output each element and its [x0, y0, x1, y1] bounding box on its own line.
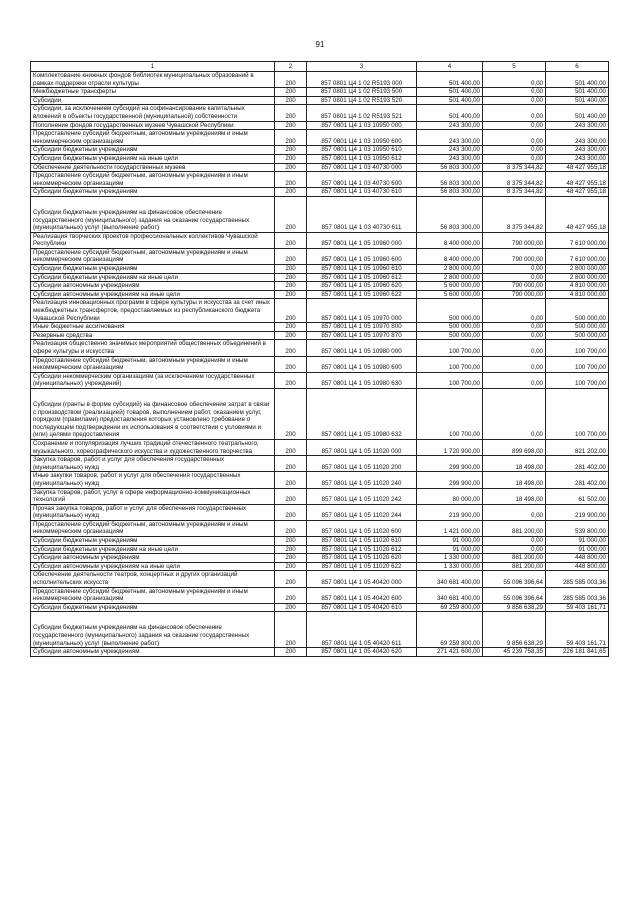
row-remaining-cell: 500 000,00 [546, 331, 609, 340]
table-row [31, 130, 609, 146]
row-name-cell: Реализация инновационных программ в сфере культуры и искусства за счет иных межбюджетных трансфертов, предоставляемых из республиканского бюджета Чувашской Республики [31, 299, 275, 323]
row-remaining-cell: 91 000,00 [546, 545, 609, 554]
table-row [31, 562, 609, 571]
row-name-cell: Иные бюджетные ассигнования [31, 323, 275, 332]
row-kfsr-cell: 200 [275, 265, 307, 274]
row-name-cell: Пополнение фондов государственных музеев Чувашской Республики [31, 121, 275, 130]
table-row [31, 163, 609, 172]
row-executed-cell: 18 498,00 [483, 488, 546, 504]
row-executed-cell: 9 856 638,29 [483, 603, 546, 612]
row-kfsr-cell: 200 [275, 88, 307, 97]
row-executed-cell: 0,00 [483, 130, 546, 146]
row-remaining-cell: 59 403 161,71 [546, 612, 609, 648]
row-kfsr-cell: 200 [275, 121, 307, 130]
row-kfsr-cell: 200 [275, 248, 307, 264]
row-kfsr-cell: 200 [275, 130, 307, 146]
table-row [31, 554, 609, 563]
row-code-cell: 857 0801 Ц4 1 05 10980 632 [307, 388, 417, 439]
row-approved-cell: 100 700,00 [417, 372, 483, 388]
row-executed-cell: 899 698,00 [483, 439, 546, 455]
row-approved-cell: 1 330 000,00 [417, 562, 483, 571]
row-executed-cell: 0,00 [483, 340, 546, 356]
table-row [31, 520, 609, 536]
row-executed-cell: 0,00 [483, 96, 546, 105]
row-executed-cell: 18 498,00 [483, 456, 546, 472]
row-name-cell: Субсидии некоммерческим организациям (за исключением государственных (муниципальных) учреждений) [31, 372, 275, 388]
row-name-cell: Субсидии автономным учреждениям на иные цели [31, 562, 275, 571]
row-name-cell: Субсидии автономным учреждениям [31, 648, 275, 657]
row-code-cell: 857 0801 Ц4 1 05 10960 000 [307, 232, 417, 248]
row-remaining-cell: 226 181 841,65 [546, 648, 609, 657]
table-row [31, 612, 609, 648]
row-kfsr-cell: 200 [275, 96, 307, 105]
row-approved-cell: 1 330 000,00 [417, 554, 483, 563]
row-approved-cell: 69 259 800,00 [417, 603, 483, 612]
row-code-cell: 857 0801 Ц4 1 05 11020 242 [307, 488, 417, 504]
row-approved-cell: 100 700,00 [417, 356, 483, 372]
row-code-cell: 857 0801 Ц4 1 03 10950 610 [307, 146, 417, 155]
table-row [31, 439, 609, 455]
row-remaining-cell: 7 610 000,00 [546, 232, 609, 248]
row-approved-cell: 219 900,00 [417, 504, 483, 520]
row-name-cell: Межбюджетные трансферты [31, 88, 275, 97]
row-approved-cell: 500 000,00 [417, 323, 483, 332]
row-name-cell: Субсидии бюджетным учреждениям на финансовое обеспечение государственного (муниципального) задания на оказание государственных (муниципальных) услуг (выполнение работ) [31, 612, 275, 648]
row-remaining-cell: 219 900,00 [546, 504, 609, 520]
row-approved-cell: 8 400 000,00 [417, 232, 483, 248]
row-executed-cell: 0,00 [483, 265, 546, 274]
row-approved-cell: 2 800 000,00 [417, 265, 483, 274]
row-remaining-cell: 501 400,00 [546, 88, 609, 97]
table-row [31, 188, 609, 197]
row-remaining-cell: 243 300,00 [546, 154, 609, 163]
row-remaining-cell: 501 400,00 [546, 96, 609, 105]
row-name-cell: Субсидии бюджетным учреждениям [31, 537, 275, 546]
row-approved-cell: 299 900,00 [417, 472, 483, 488]
row-code-cell: 857 0801 Ц4 1 05 10960 622 [307, 290, 417, 299]
table-row [31, 282, 609, 291]
row-kfsr-cell: 200 [275, 163, 307, 172]
column-header: 4 [417, 62, 483, 72]
row-executed-cell: 0,00 [483, 545, 546, 554]
table-row [31, 248, 609, 264]
row-approved-cell: 80 000,00 [417, 488, 483, 504]
row-kfsr-cell: 200 [275, 554, 307, 563]
row-executed-cell: 0,00 [483, 146, 546, 155]
column-header: 5 [483, 62, 546, 72]
row-code-cell: 857 0801 Ц4 1 03 10950 000 [307, 121, 417, 130]
row-approved-cell: 2 800 000,00 [417, 273, 483, 282]
row-code-cell: 857 0801 Ц4 1 02 R5193 520 [307, 96, 417, 105]
row-executed-cell: 55 096 396,64 [483, 571, 546, 587]
row-code-cell: 857 0801 Ц4 1 05 11020 622 [307, 562, 417, 571]
column-header: 3 [307, 62, 417, 72]
column-header: 2 [275, 62, 307, 72]
row-approved-cell: 501 400,00 [417, 96, 483, 105]
row-kfsr-cell: 200 [275, 196, 307, 232]
table-row [31, 88, 609, 97]
row-approved-cell: 243 300,00 [417, 130, 483, 146]
table-row [31, 331, 609, 340]
row-code-cell: 857 0801 Ц4 1 05 10960 620 [307, 282, 417, 291]
row-code-cell: 857 0801 Ц4 1 05 11020 612 [307, 545, 417, 554]
row-remaining-cell: 2 800 000,00 [546, 265, 609, 274]
row-executed-cell: 0,00 [483, 388, 546, 439]
table-row [31, 571, 609, 587]
budget-table [30, 61, 609, 657]
row-name-cell: Субсидии, за исключением субсидий на софинансирование капитальных вложений в объекты государственной (муниципальной) собственности [31, 105, 275, 121]
table-row [31, 545, 609, 554]
row-remaining-cell: 100 700,00 [546, 372, 609, 388]
table-row [31, 273, 609, 282]
table-row [31, 388, 609, 439]
table-row [31, 154, 609, 163]
row-executed-cell: 8 375 344,82 [483, 196, 546, 232]
row-executed-cell: 0,00 [483, 356, 546, 372]
row-remaining-cell: 501 400,00 [546, 72, 609, 88]
table-row [31, 172, 609, 188]
row-approved-cell: 501 400,00 [417, 105, 483, 121]
row-approved-cell: 500 000,00 [417, 331, 483, 340]
row-approved-cell: 69 259 800,00 [417, 612, 483, 648]
table-row [31, 372, 609, 388]
row-kfsr-cell: 200 [275, 323, 307, 332]
row-name-cell: Субсидии бюджетным учреждениям [31, 188, 275, 197]
row-name-cell: Предоставление субсидий бюджетным, автономным учреждениям и иным некоммерческим организациям [31, 520, 275, 536]
row-remaining-cell: 243 300,00 [546, 146, 609, 155]
row-executed-cell: 790 000,00 [483, 248, 546, 264]
row-name-cell: Субсидии бюджетным учреждениям [31, 603, 275, 612]
row-approved-cell: 91 000,00 [417, 545, 483, 554]
row-name-cell: Предоставление субсидий бюджетным, автономным учреждениям и иным некоммерческим организациям [31, 172, 275, 188]
row-kfsr-cell: 200 [275, 504, 307, 520]
page-number: 91 [315, 40, 325, 49]
table-row [31, 603, 609, 612]
row-name-cell: Обеспечение деятельности государственных музеев [31, 163, 275, 172]
row-kfsr-cell: 200 [275, 488, 307, 504]
column-header: 6 [546, 62, 609, 72]
row-executed-cell: 0,00 [483, 105, 546, 121]
row-name-cell: Предоставление субсидий бюджетным, автономным учреждениям и иным некоммерческим организациям [31, 356, 275, 372]
row-remaining-cell: 59 403 161,71 [546, 603, 609, 612]
row-kfsr-cell: 200 [275, 72, 307, 88]
row-approved-cell: 56 803 300,00 [417, 172, 483, 188]
row-remaining-cell: 500 000,00 [546, 323, 609, 332]
row-remaining-cell: 281 402,00 [546, 456, 609, 472]
row-kfsr-cell: 200 [275, 172, 307, 188]
row-code-cell: 857 0801 Ц4 1 05 11020 240 [307, 472, 417, 488]
row-code-cell: 857 0801 Ц4 1 05 11020 244 [307, 504, 417, 520]
row-approved-cell: 500 000,00 [417, 299, 483, 323]
table-row [31, 356, 609, 372]
row-name-cell: Прочая закупка товаров, работ и услуг для обеспечения государственных (муниципальных) нужд [31, 504, 275, 520]
row-code-cell: 857 0801 Ц4 1 05 10970 000 [307, 299, 417, 323]
row-kfsr-cell: 200 [275, 562, 307, 571]
row-kfsr-cell: 200 [275, 282, 307, 291]
row-executed-cell: 9 856 638,29 [483, 612, 546, 648]
row-executed-cell: 0,00 [483, 537, 546, 546]
row-remaining-cell: 243 300,00 [546, 130, 609, 146]
row-name-cell: Комплектование книжных фондов библиотек муниципальных образований в рамках поддержки отрасли культуры [31, 72, 275, 88]
row-remaining-cell: 48 427 955,18 [546, 172, 609, 188]
row-executed-cell: 18 498,00 [483, 472, 546, 488]
row-approved-cell: 501 400,00 [417, 88, 483, 97]
row-remaining-cell: 7 610 000,00 [546, 248, 609, 264]
row-code-cell: 857 0801 Ц4 1 05 40420 620 [307, 648, 417, 657]
table-header-row [31, 62, 609, 72]
row-code-cell: 857 0801 Ц4 1 02 R5193 000 [307, 72, 417, 88]
row-remaining-cell: 48 427 955,18 [546, 188, 609, 197]
row-code-cell: 857 0801 Ц4 1 05 11020 200 [307, 456, 417, 472]
table-row [31, 146, 609, 155]
row-kfsr-cell: 200 [275, 290, 307, 299]
row-executed-cell: 790 000,00 [483, 282, 546, 291]
row-name-cell: Обеспечение деятельности театров, концертных и других организаций исполнительских искусств [31, 571, 275, 587]
row-code-cell: 857 0801 Ц4 1 05 10970 870 [307, 331, 417, 340]
row-kfsr-cell: 200 [275, 154, 307, 163]
row-executed-cell: 881 200,00 [483, 554, 546, 563]
row-name-cell: Субсидии бюджетным учреждениям на иные цели [31, 154, 275, 163]
row-remaining-cell: 48 427 955,18 [546, 196, 609, 232]
row-approved-cell: 501 400,00 [417, 72, 483, 88]
row-executed-cell: 45 239 758,35 [483, 648, 546, 657]
row-remaining-cell: 281 402,00 [546, 472, 609, 488]
row-code-cell: 857 0801 Ц4 1 05 10980 600 [307, 356, 417, 372]
row-kfsr-cell: 200 [275, 331, 307, 340]
row-code-cell: 857 0801 Ц4 1 02 R5193 521 [307, 105, 417, 121]
row-kfsr-cell: 200 [275, 372, 307, 388]
row-code-cell: 857 0801 Ц4 1 05 11020 610 [307, 537, 417, 546]
row-remaining-cell: 100 700,00 [546, 356, 609, 372]
row-remaining-cell: 501 400,00 [546, 105, 609, 121]
row-kfsr-cell: 200 [275, 571, 307, 587]
row-kfsr-cell: 200 [275, 545, 307, 554]
row-kfsr-cell: 200 [275, 105, 307, 121]
row-executed-cell: 790 000,00 [483, 232, 546, 248]
row-executed-cell: 8 375 344,82 [483, 163, 546, 172]
row-name-cell: Закупка товаров, работ и услуг для обеспечения государственных (муниципальных) нужд [31, 456, 275, 472]
table-row [31, 504, 609, 520]
row-code-cell: 857 0801 Ц4 1 05 10960 610 [307, 265, 417, 274]
row-executed-cell: 0,00 [483, 372, 546, 388]
table-row [31, 299, 609, 323]
row-approved-cell: 56 803 300,00 [417, 163, 483, 172]
row-approved-cell: 5 600 000,00 [417, 282, 483, 291]
table-row [31, 340, 609, 356]
table-row [31, 232, 609, 248]
row-remaining-cell: 448 800,00 [546, 554, 609, 563]
row-name-cell: Предоставление субсидий бюджетным, автономным учреждениям и иным некоммерческим организациям [31, 248, 275, 264]
row-executed-cell: 0,00 [483, 154, 546, 163]
table-row [31, 105, 609, 121]
row-code-cell: 857 0801 Ц4 1 05 10960 612 [307, 273, 417, 282]
row-name-cell: Субсидии бюджетным учреждениям на финансовое обеспечение государственного (муниципального) задания на оказание государственных (муниципальных) услуг (выполнение работ) [31, 196, 275, 232]
row-code-cell: 857 0801 Ц4 1 03 40730 610 [307, 188, 417, 197]
row-code-cell: 857 0801 Ц4 1 05 11020 600 [307, 520, 417, 536]
row-kfsr-cell: 200 [275, 188, 307, 197]
row-code-cell: 857 0801 Ц4 1 05 10980 630 [307, 372, 417, 388]
row-remaining-cell: 100 700,00 [546, 388, 609, 439]
row-remaining-cell: 2 800 000,00 [546, 273, 609, 282]
row-code-cell: 857 0801 Ц4 1 03 10950 600 [307, 130, 417, 146]
table-row [31, 587, 609, 603]
row-kfsr-cell: 200 [275, 612, 307, 648]
table-row [31, 537, 609, 546]
row-approved-cell: 8 400 000,00 [417, 248, 483, 264]
row-approved-cell: 1 720 900,00 [417, 439, 483, 455]
row-remaining-cell: 4 810 000,00 [546, 290, 609, 299]
row-executed-cell: 0,00 [483, 299, 546, 323]
row-name-cell: Субсидии автономным учреждениям [31, 554, 275, 563]
row-remaining-cell: 61 502,00 [546, 488, 609, 504]
row-executed-cell: 0,00 [483, 323, 546, 332]
row-remaining-cell: 285 585 003,36 [546, 571, 609, 587]
row-approved-cell: 243 300,00 [417, 154, 483, 163]
table-row [31, 121, 609, 130]
row-name-cell: Реализация общественно значимых мероприятий общественных объединений в сфере культуры и искусства [31, 340, 275, 356]
row-name-cell: Предоставление субсидий бюджетным, автономным учреждениям и иным некоммерческим организациям [31, 130, 275, 146]
table-row [31, 265, 609, 274]
row-code-cell: 857 0801 Ц4 1 03 40730 600 [307, 172, 417, 188]
row-code-cell: 857 0801 Ц4 1 05 40420 000 [307, 571, 417, 587]
row-code-cell: 857 0801 Ц4 1 05 10970 800 [307, 323, 417, 332]
table-body [31, 72, 609, 657]
row-remaining-cell: 500 000,00 [546, 299, 609, 323]
row-name-cell: Субсидии бюджетным учреждениям на иные цели [31, 545, 275, 554]
row-approved-cell: 1 421 000,00 [417, 520, 483, 536]
row-executed-cell: 8 375 344,82 [483, 188, 546, 197]
row-kfsr-cell: 200 [275, 648, 307, 657]
row-kfsr-cell: 200 [275, 603, 307, 612]
table-row [31, 648, 609, 657]
row-remaining-cell: 539 800,00 [546, 520, 609, 536]
row-code-cell: 857 0801 Ц4 1 03 10950 612 [307, 154, 417, 163]
row-code-cell: 857 0801 Ц4 1 03 40730 000 [307, 163, 417, 172]
row-kfsr-cell: 200 [275, 537, 307, 546]
row-kfsr-cell: 200 [275, 146, 307, 155]
row-name-cell: Предоставление субсидий бюджетным, автономным учреждениям и иным некоммерческим организациям [31, 587, 275, 603]
row-approved-cell: 271 421 600,00 [417, 648, 483, 657]
row-approved-cell: 5 600 000,00 [417, 290, 483, 299]
row-kfsr-cell: 200 [275, 472, 307, 488]
row-name-cell: Субсидии [31, 96, 275, 105]
row-name-cell: Субсидии бюджетным учреждениям [31, 265, 275, 274]
row-code-cell: 857 0801 Ц4 1 05 11020 000 [307, 439, 417, 455]
row-executed-cell: 55 096 396,64 [483, 587, 546, 603]
row-remaining-cell: 285 585 003,36 [546, 587, 609, 603]
row-approved-cell: 243 300,00 [417, 146, 483, 155]
row-remaining-cell: 100 700,00 [546, 340, 609, 356]
row-code-cell: 857 0801 Ц4 1 05 11020 620 [307, 554, 417, 563]
row-remaining-cell: 243 300,00 [546, 121, 609, 130]
row-name-cell: Закупка товаров, работ, услуг в сфере информационно-коммуникационных технологий [31, 488, 275, 504]
row-approved-cell: 56 803 300,00 [417, 196, 483, 232]
table-row [31, 472, 609, 488]
row-code-cell: 857 0801 Ц4 1 05 40420 600 [307, 587, 417, 603]
row-executed-cell: 8 375 344,82 [483, 172, 546, 188]
row-approved-cell: 243 300,00 [417, 121, 483, 130]
row-remaining-cell: 91 000,00 [546, 537, 609, 546]
row-executed-cell: 0,00 [483, 72, 546, 88]
row-name-cell: Субсидии бюджетным учреждениям [31, 146, 275, 155]
row-remaining-cell: 48 427 955,18 [546, 163, 609, 172]
row-executed-cell: 0,00 [483, 88, 546, 97]
row-executed-cell: 0,00 [483, 331, 546, 340]
row-code-cell: 857 0801 Ц4 1 05 40420 611 [307, 612, 417, 648]
row-kfsr-cell: 200 [275, 587, 307, 603]
row-executed-cell: 881 200,00 [483, 562, 546, 571]
row-kfsr-cell: 200 [275, 273, 307, 282]
row-remaining-cell: 4 810 000,00 [546, 282, 609, 291]
row-approved-cell: 56 803 300,00 [417, 188, 483, 197]
row-kfsr-cell: 200 [275, 456, 307, 472]
row-approved-cell: 299 900,00 [417, 456, 483, 472]
row-executed-cell: 0,00 [483, 273, 546, 282]
table-row [31, 96, 609, 105]
table-row [31, 72, 609, 88]
row-approved-cell: 100 700,00 [417, 340, 483, 356]
row-name-cell: Иные закупки товаров, работ и услуг для обеспечения государственных (муниципальных) нужд [31, 472, 275, 488]
row-kfsr-cell: 200 [275, 356, 307, 372]
row-executed-cell: 881 200,00 [483, 520, 546, 536]
row-name-cell: Субсидии (гранты в форме субсидий) на финансовое обеспечение затрат в связи с производством (реализацией) товаров, выполнением работ, оказанием услуг, порядком (правилами) предоставления которых установлено требование о последующем подтверждении их использования в соответствии с условиями и (или) целями предоставления [31, 388, 275, 439]
column-header: 1 [31, 62, 275, 72]
row-executed-cell: 790 000,00 [483, 290, 546, 299]
row-approved-cell: 100 700,00 [417, 388, 483, 439]
row-code-cell: 857 0801 Ц4 1 05 10980 000 [307, 340, 417, 356]
row-remaining-cell: 448 800,00 [546, 562, 609, 571]
row-kfsr-cell: 200 [275, 232, 307, 248]
row-name-cell: Субсидии автономным учреждениям на иные цели [31, 290, 275, 299]
row-kfsr-cell: 200 [275, 520, 307, 536]
row-kfsr-cell: 200 [275, 299, 307, 323]
row-name-cell: Резервные средства [31, 331, 275, 340]
row-code-cell: 857 0801 Ц4 1 05 40420 610 [307, 603, 417, 612]
table-row [31, 456, 609, 472]
row-approved-cell: 340 681 400,00 [417, 587, 483, 603]
table-row [31, 196, 609, 232]
row-name-cell: Сохранение и популяризация лучших традиций отечественного театрального, музыкального, хореографического искусства и художественного творчества [31, 439, 275, 455]
table-row [31, 323, 609, 332]
row-approved-cell: 340 681 400,00 [417, 571, 483, 587]
row-executed-cell: 0,00 [483, 504, 546, 520]
row-code-cell: 857 0801 Ц4 1 03 40730 611 [307, 196, 417, 232]
row-name-cell: Реализация творческих проектов профессиональных коллективов Чувашской Республики [31, 232, 275, 248]
row-executed-cell: 0,00 [483, 121, 546, 130]
table-row [31, 488, 609, 504]
row-code-cell: 857 0801 Ц4 1 02 R5193 500 [307, 88, 417, 97]
row-code-cell: 857 0801 Ц4 1 05 10960 600 [307, 248, 417, 264]
row-approved-cell: 91 000,00 [417, 537, 483, 546]
row-kfsr-cell: 200 [275, 439, 307, 455]
row-name-cell: Субсидии автономным учреждениям [31, 282, 275, 291]
row-remaining-cell: 821 202,00 [546, 439, 609, 455]
row-kfsr-cell: 200 [275, 340, 307, 356]
row-name-cell: Субсидии бюджетным учреждениям на иные цели [31, 273, 275, 282]
row-kfsr-cell: 200 [275, 388, 307, 439]
table-row [31, 290, 609, 299]
